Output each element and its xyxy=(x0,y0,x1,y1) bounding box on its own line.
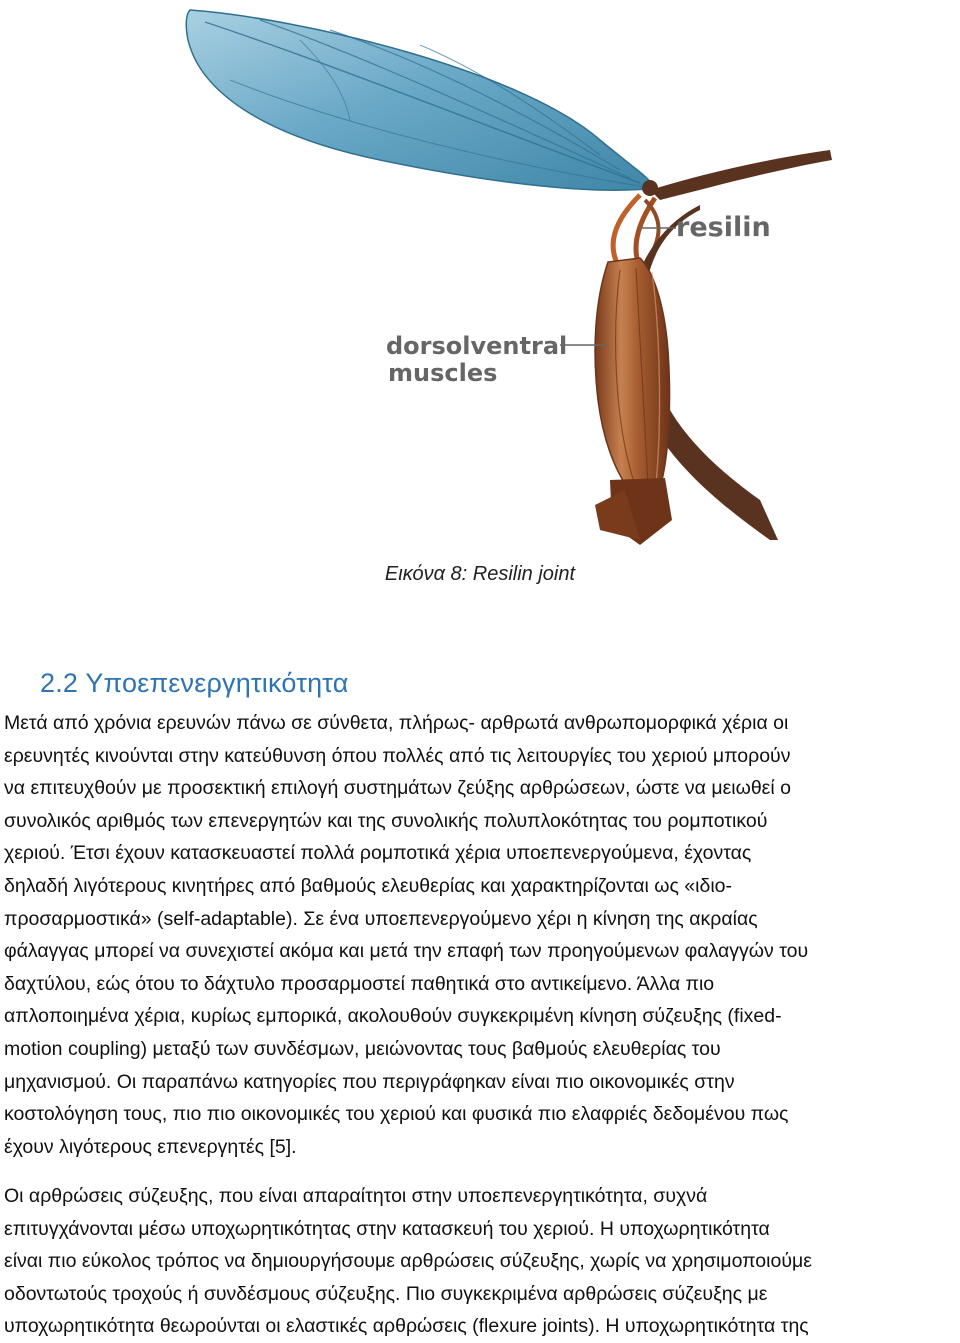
text-line: συνολικός αριθμός των επενεργητών και της συνολικής πολυπλοκότητας του ρομποτικού xyxy=(4,809,768,832)
text-line: Οι αρθρώσεις σύζευξης, που είναι απαραίτητοι στην υποεπενεργητικότητα, συχνά xyxy=(4,1185,708,1207)
text-line: δαχτύλου, εώς ότου το δάχτυλο προσαρμοστεί παθητικά στο αντικείμενο. Άλλα πιο xyxy=(4,972,715,995)
dorsoventral-muscles xyxy=(595,258,670,488)
label-muscles-line2: muscles xyxy=(388,359,498,387)
label-resilin: resilin xyxy=(676,212,771,243)
body-wall xyxy=(650,150,832,200)
text-line: motion coupling) μεταξύ των συνδέσμων, μειώνοντας τους βαθμούς ελευθερίας του xyxy=(4,1037,721,1060)
resilin-joint-figure xyxy=(0,0,960,550)
section-heading: 2.2 Υποεπενεργητικότητα xyxy=(40,668,349,698)
text-line: χεριού. Έτσι έχουν κατασκευαστεί πολλά ρομποτικά χέρια υποεπενεργούμενα, έχοντας xyxy=(4,842,752,865)
text-line: οδοντωτούς τροχούς ή συνδέσμους σύζευξης. Πιο συγκεκριμένα αρθρώσεις σύζευξης με xyxy=(4,1282,768,1305)
text-line: δηλαδή λιγότερους κινητήρες από βαθμούς ελευθερίας και χαρακτηρίζονται ως «ιδιο- xyxy=(4,874,733,897)
text-line: απλοποιημένα χέρια, κυρίως εμπορικά, ακολουθούν συγκεκριμένη κίνηση σύζευξης (fixed- xyxy=(4,1005,782,1028)
wing-shape xyxy=(186,10,655,190)
paragraph-underactuation xyxy=(4,707,956,1163)
text-line: να επιτευχθούν με προσεκτική επιλογή συστημάτων ζεύξης αρθρώσεων, ώστε να μειωθεί ο xyxy=(4,777,791,800)
text-line: φάλαγγας μπορεί να συνεχιστεί ακόμα και μετά την επαφή των προηγούμενων φαλαγγών του xyxy=(4,940,809,963)
wing-hinge xyxy=(642,180,658,196)
text-line: κοστολόγηση τους, πιο πιο οικονομικές του χεριού και φυσικά πιο ελαφριές δεδομένου πως xyxy=(4,1103,789,1126)
label-muscles-line1: dorsolventral xyxy=(386,332,568,360)
paragraph-coupling-joints xyxy=(4,1180,956,1343)
text-line: υποχωρητικότητα θεωρούνται οι ελαστικές αρθρώσεις (flexure joints). Η υποχωρητικότητα της xyxy=(4,1315,809,1338)
text-line: μηχανισμού. Οι παραπάνω κατηγορίες που περιγράφηκαν είναι πιο οικονομικές στην xyxy=(4,1070,735,1093)
resilin-joint-illustration xyxy=(0,0,960,550)
text-line: έχουν λιγότερους επενεργητές [5]. xyxy=(4,1135,297,1158)
text-line: επιτυγχάνονται μέσω υποχωρητικότητας στην κατασκευή του χεριού. Η υποχωρητικότητα xyxy=(4,1217,770,1240)
text-line: προσαρμοστικά» (self-adaptable). Σε ένα υποεπενεργούμενο χέρι η κίνηση της ακραίας xyxy=(4,907,758,930)
figure-caption: Εικόνα 8: Resilin joint xyxy=(384,563,576,585)
text-line: Μετά από χρόνια ερευνών πάνω σε σύνθετα, πλήρως- αρθρωτά ανθρωπομορφικά χέρια οι xyxy=(4,712,789,734)
text-line: ερευνητές κινούνται στην κατεύθυνση όπου πολλές από τις λειτουργίες του χεριού μπορούν xyxy=(4,744,791,767)
text-line: είναι πιο εύκολος τρόπος να δημιουργήσουμε αρθρώσεις σύζευξης, χωρίς να χρησιμοποιούμε xyxy=(4,1250,812,1273)
